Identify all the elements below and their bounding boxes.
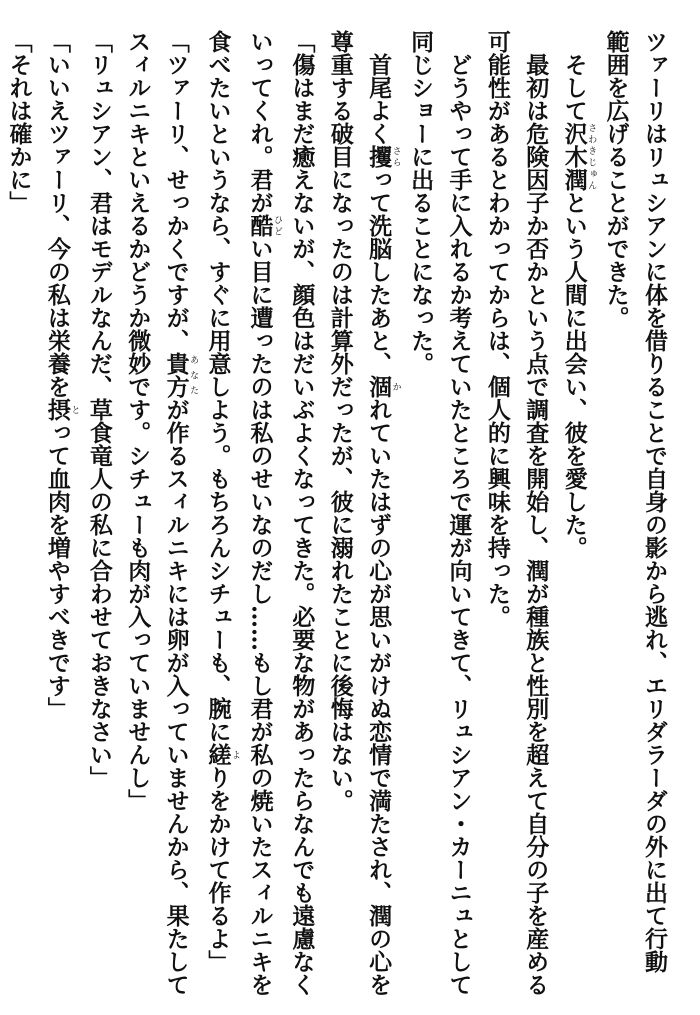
text-fragment: そして: [560, 30, 588, 122]
ruby-word: 涸か: [365, 375, 401, 398]
text-line-8: [359, 30, 401, 996]
text-fragment: 首尾よく: [365, 30, 393, 145]
text-line-5: 可能性があるとわかってからは、個人的に興味を持った。: [483, 30, 511, 628]
text-line-2: 範囲を広げることができた。: [602, 30, 630, 329]
novel-text-block: [0, 30, 673, 996]
text-fragment: 食べたいというなら、すぐに用意しよう。もちろんシチューも、腕に: [204, 30, 232, 743]
ruby-word: 貴方あなた: [162, 352, 199, 398]
text-fragment: って血肉を増やすべきです」: [43, 421, 71, 720]
text-fragment: いってくれ。君が: [246, 30, 274, 214]
text-line-3: [554, 30, 596, 990]
text-fragment: りをかけて作るよ」: [204, 766, 232, 973]
text-line-14: スィルニキといえるかどうか微妙です。シチューも肉が入っていませんし」: [124, 30, 152, 812]
text-fragment: 「ツァーリ、せっかくですが、: [162, 30, 190, 352]
ruby-reading: さわきじゅん: [586, 122, 597, 191]
ruby-reading: と: [69, 398, 80, 421]
text-fragment: 「いいえツァーリ、今の私は栄養を: [43, 30, 71, 398]
ruby-word: 酷ひど: [246, 214, 282, 237]
ruby-word: 縒よ: [204, 743, 241, 766]
text-line-13: [156, 30, 199, 996]
ruby-reading: あなた: [188, 352, 199, 398]
text-line-6: どうやって手に入れるか考えていたところで運が向いてきて、リュシアン・カーニュとして: [445, 30, 473, 996]
text-line-7: 同じショーに出ることになった。: [407, 30, 435, 375]
text-line-11: [240, 30, 282, 996]
text-line-12: [198, 30, 240, 990]
ruby-word: 攫さら: [365, 145, 401, 168]
text-line-10: 「傷はまだ癒えないが、顔色はだいぶよくなってきた。必要な物があったらなんでも遠慮なく: [288, 30, 316, 996]
text-fragment: という人間に出会い、彼を愛した。: [560, 191, 588, 559]
ruby-reading: か: [390, 375, 401, 398]
text-fragment: れていたはずの心が思いがけぬ恋情で満たされ、潤の心を: [365, 398, 393, 996]
text-line-4: 最初は危険因子か否かという点で調査を開始し、潤が種族と性別を超えて自分の子を産める: [522, 30, 550, 996]
text-line-9: 尊重する破目になったのは計算外だったが、彼に溺れたことに後悔はない。: [326, 30, 354, 812]
text-line-1: ツァーリはリュシアンに体を借りることで自身の影から逃れ、エリダラーダの外に出て行動: [641, 30, 668, 973]
text-fragment: が作るスィルニキには卵が入っていませんから、果たして: [162, 398, 190, 996]
text-fragment: って洗脳したあと、: [365, 168, 393, 375]
ruby-word: 沢木潤さわきじゅん: [560, 122, 597, 191]
text-fragment: い目に遭ったのは私のせいなのだし……もし君が私の焼いたスィルニキを: [246, 237, 274, 996]
ruby-reading: よ: [230, 743, 241, 766]
text-line-17: 「それは確かに」: [5, 30, 33, 214]
ruby-reading: ひど: [271, 214, 282, 237]
ruby-word: 摂と: [43, 398, 80, 421]
text-line-15: 「リュシアン、君はモデルなんだ、草食竜人の私に合わせておきなさい」: [85, 30, 113, 789]
text-line-16: [38, 30, 80, 990]
ruby-reading: さら: [390, 145, 401, 168]
